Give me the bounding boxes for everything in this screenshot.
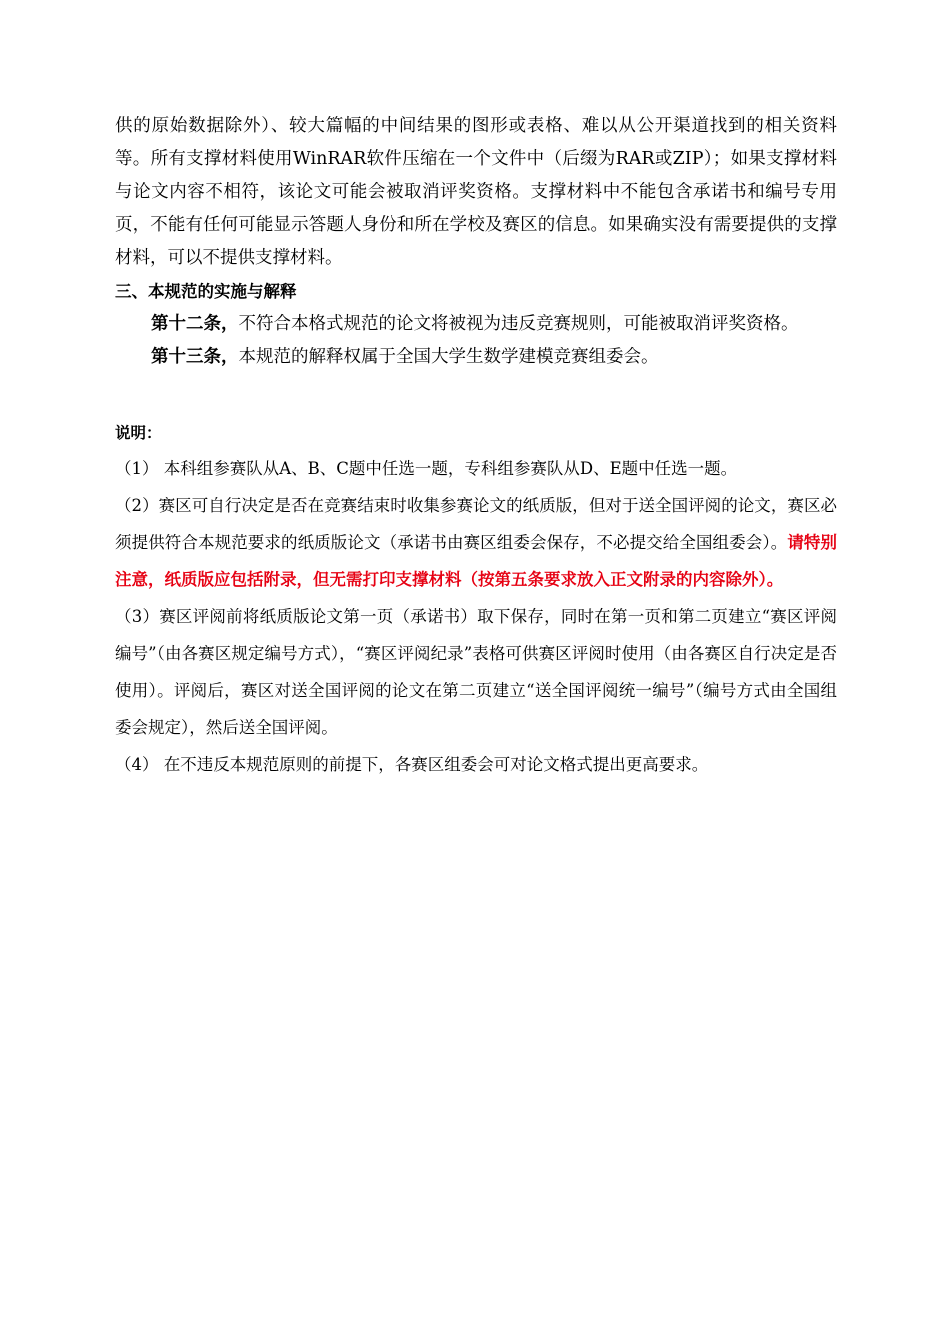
notes-title: 说明： bbox=[115, 424, 162, 442]
article-12-label: 第十二条， bbox=[151, 314, 239, 334]
section-three-heading: 三、本规范的实施与解释 bbox=[115, 282, 297, 301]
note-4: （4） 在不违反本规范原则的前提下，各赛区组委会可对论文格式提出更高要求。 bbox=[115, 755, 709, 774]
article-13-text: 本规范的解释权属于全国大学生数学建模竞赛组委会。 bbox=[238, 347, 659, 367]
article-12-text: 不符合本格式规范的论文将被视为违反竞赛规则，可能被取消评奖资格。 bbox=[238, 314, 799, 334]
article-13 bbox=[115, 341, 837, 374]
page-content bbox=[115, 110, 837, 783]
note-1: （1） 本科组参赛队从A、B、C题中任选一题，专科组参赛队从D、E题中任选一题。 bbox=[115, 459, 738, 478]
note-2-highlight: 请特别注意，纸质版应包括附录，但无需打印支撑材料（按第五条要求放入正文附录的内容除外）。 bbox=[115, 533, 838, 589]
article-13-label: 第十三条， bbox=[151, 347, 239, 367]
section-two-continuation: 供的原始数据除外）、较大篇幅的中间结果的图形或表格、难以从公开渠道找到的相关资料等。所有支撑材料使用WinRAR软件压缩在一个文件中（后缀为RAR或ZIP）；如果支撑材料与论文内容不相符，该论文可能会被取消评奖资格。支撑材料中不能包含承诺书和编号专用页，不能有任何可能显示答题人身份和所在学校及赛区的信息。如果确实没有需要提供的支撑材料，可以不提供支撑材料。 bbox=[115, 116, 837, 268]
note-2 bbox=[115, 487, 837, 598]
article-12 bbox=[115, 308, 837, 341]
note-2-text: （2）赛区可自行决定是否在竞赛结束时收集参赛论文的纸质版，但对于送全国评阅的论文，赛区必须提供符合本规范要求的纸质版论文（承诺书由赛区组委会保存，不必提交给全国组委会）。 bbox=[115, 496, 837, 552]
notes-block bbox=[115, 418, 837, 783]
note-3: （3）赛区评阅前将纸质版论文第一页（承诺书）取下保存，同时在第一页和第二页建立“赛区评阅编号”（由各赛区规定编号方式），“赛区评阅纪录”表格可供赛区评阅时使用（由各赛区自行决定是否使用）。评阅后，赛区对送全国评阅的论文在第二页建立“送全国评阅统一编号”（编号方式由全国组委会规定），然后送全国评阅。 bbox=[115, 607, 837, 737]
